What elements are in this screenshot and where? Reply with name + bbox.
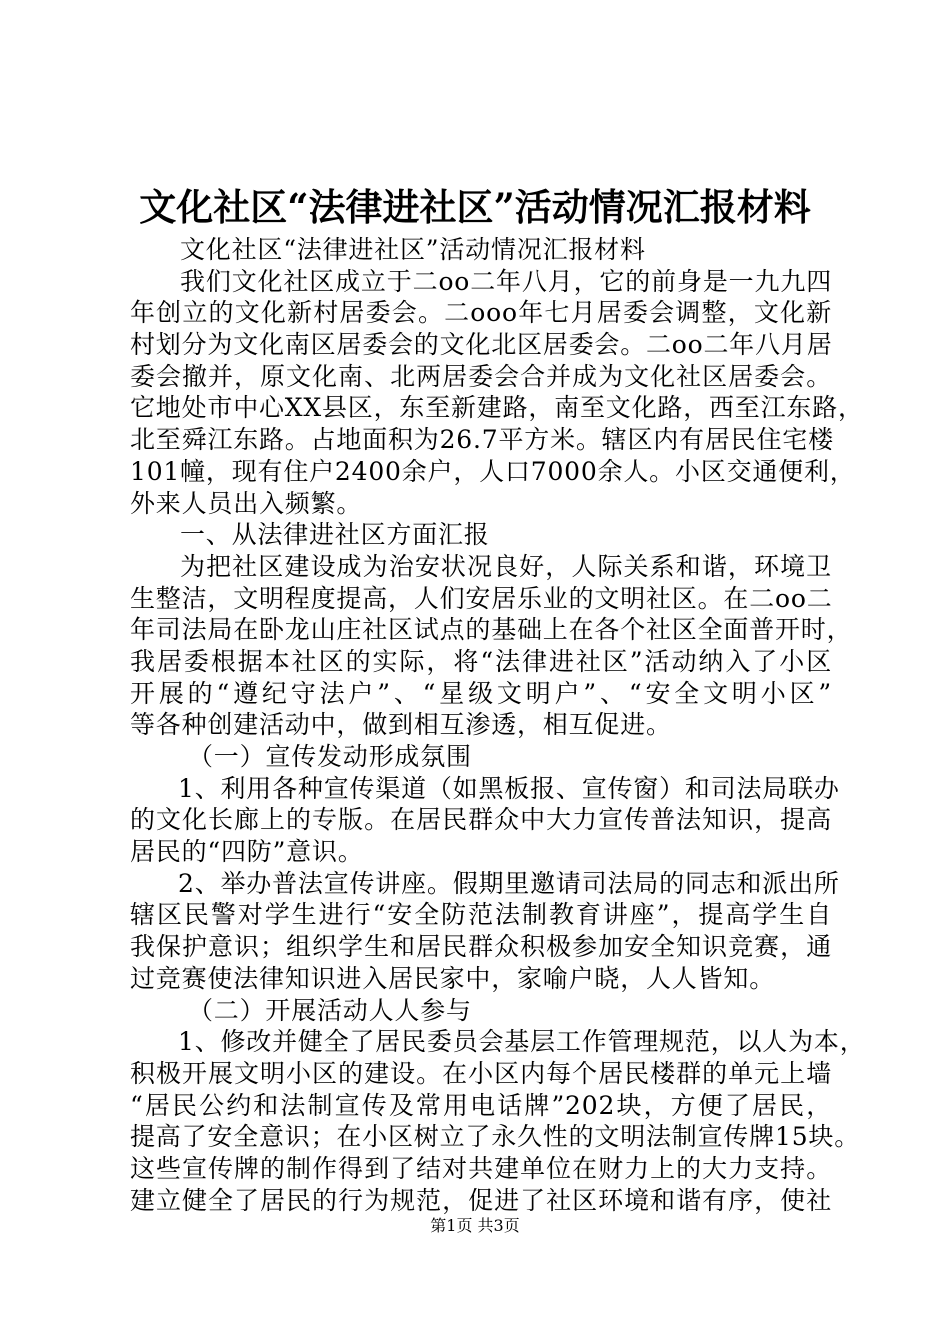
body-line: 辖区民警对学生进行“安全防范法制教育讲座”，提高学生自 [130,900,832,930]
body-line: 建立健全了居民的行为规范，促进了社区环境和谐有序，使社 [130,1185,832,1215]
body-line: 年司法局在卧龙山庄社区试点的基础上在各个社区全面普开时， [130,615,853,645]
body-line: 2、举办普法宣传讲座。假期里邀请司法局的同志和派出所 [178,868,840,898]
body-line: 101幢，现有住户2400余户，人口7000余人。小区交通便利， [130,456,856,486]
body-line: 北至舜江东路。占地面积为26.7平方米。辖区内有居民住宅楼 [130,425,834,455]
body-line: 我居委根据本社区的实际，将“法律进社区”活动纳入了小区 [130,646,832,676]
body-line: 的文化长廊上的专版。在居民群众中大力宣传普法知识，提高 [130,805,832,835]
body-line: 它地处市中心XX县区，东至新建路，南至文化路，西至江东路， [130,393,864,423]
body-line: 过竞赛使法律知识进入居民家中，家喻户晓，人人皆知。 [130,963,776,993]
body-line: （二）开展活动人人参与 [188,995,472,1025]
body-line: 居民的“四防”意识。 [130,837,364,867]
body-line: 我们文化社区成立于二oo二年八月，它的前身是一九九四 [180,266,832,296]
document-title: 文化社区“法律进社区”活动情况汇报材料 [139,185,811,229]
body-line: 积极开展文明小区的建设。在小区内每个居民楼群的单元上墙 [130,1058,832,1088]
document-body [130,234,866,1216]
body-line: 为把社区建设成为治安状况良好，人际关系和谐，环境卫 [180,551,832,581]
body-line: 文化社区“法律进社区”活动情况汇报材料 [180,235,646,264]
body-line: 等各种创建活动中，做到相互渗透，相互促进。 [130,710,672,740]
body-line: 村划分为文化南区居委会的文化北区居委会。二oo二年八月居 [130,330,833,360]
body-line: （一）宣传发动形成氛围 [188,742,472,771]
body-line: 年创立的文化新村居委会。二ooo年七月居委会调整，文化新 [130,298,832,328]
body-line: 1、修改并健全了居民委员会基层工作管理规范，以人为本， [178,1027,866,1057]
body-line: 提高了安全意识；在小区树立了永久性的文明法制宣传牌15块。 [130,1122,861,1152]
body-line: 委会撤并，原文化南、北两居委会合并成为文化社区居委会。 [130,361,832,391]
body-line: 生整洁，文明程度提高，人们安居乐业的文明社区。在二oo二 [130,583,833,613]
body-line: 1、利用各种宣传渠道（如黑板报、宣传窗）和司法局联办 [178,773,840,803]
body-line: 一、从法律进社区方面汇报 [180,520,490,550]
page-footer: 第1页 共3页 [430,1216,520,1235]
body-line: 这些宣传牌的制作得到了结对共建单位在财力上的大力支持。 [130,1153,832,1183]
body-line: 外来人员出入频繁。 [130,488,363,518]
body-line: 我保护意识；组织学生和居民群众积极参加安全知识竞赛，通 [130,932,832,962]
body-line: “居民公约和法制宣传及常用电话牌”202块，方便了居民， [130,1090,832,1120]
body-line: 开展的“遵纪守法户”、“星级文明户”、“安全文明小区” [130,678,832,708]
